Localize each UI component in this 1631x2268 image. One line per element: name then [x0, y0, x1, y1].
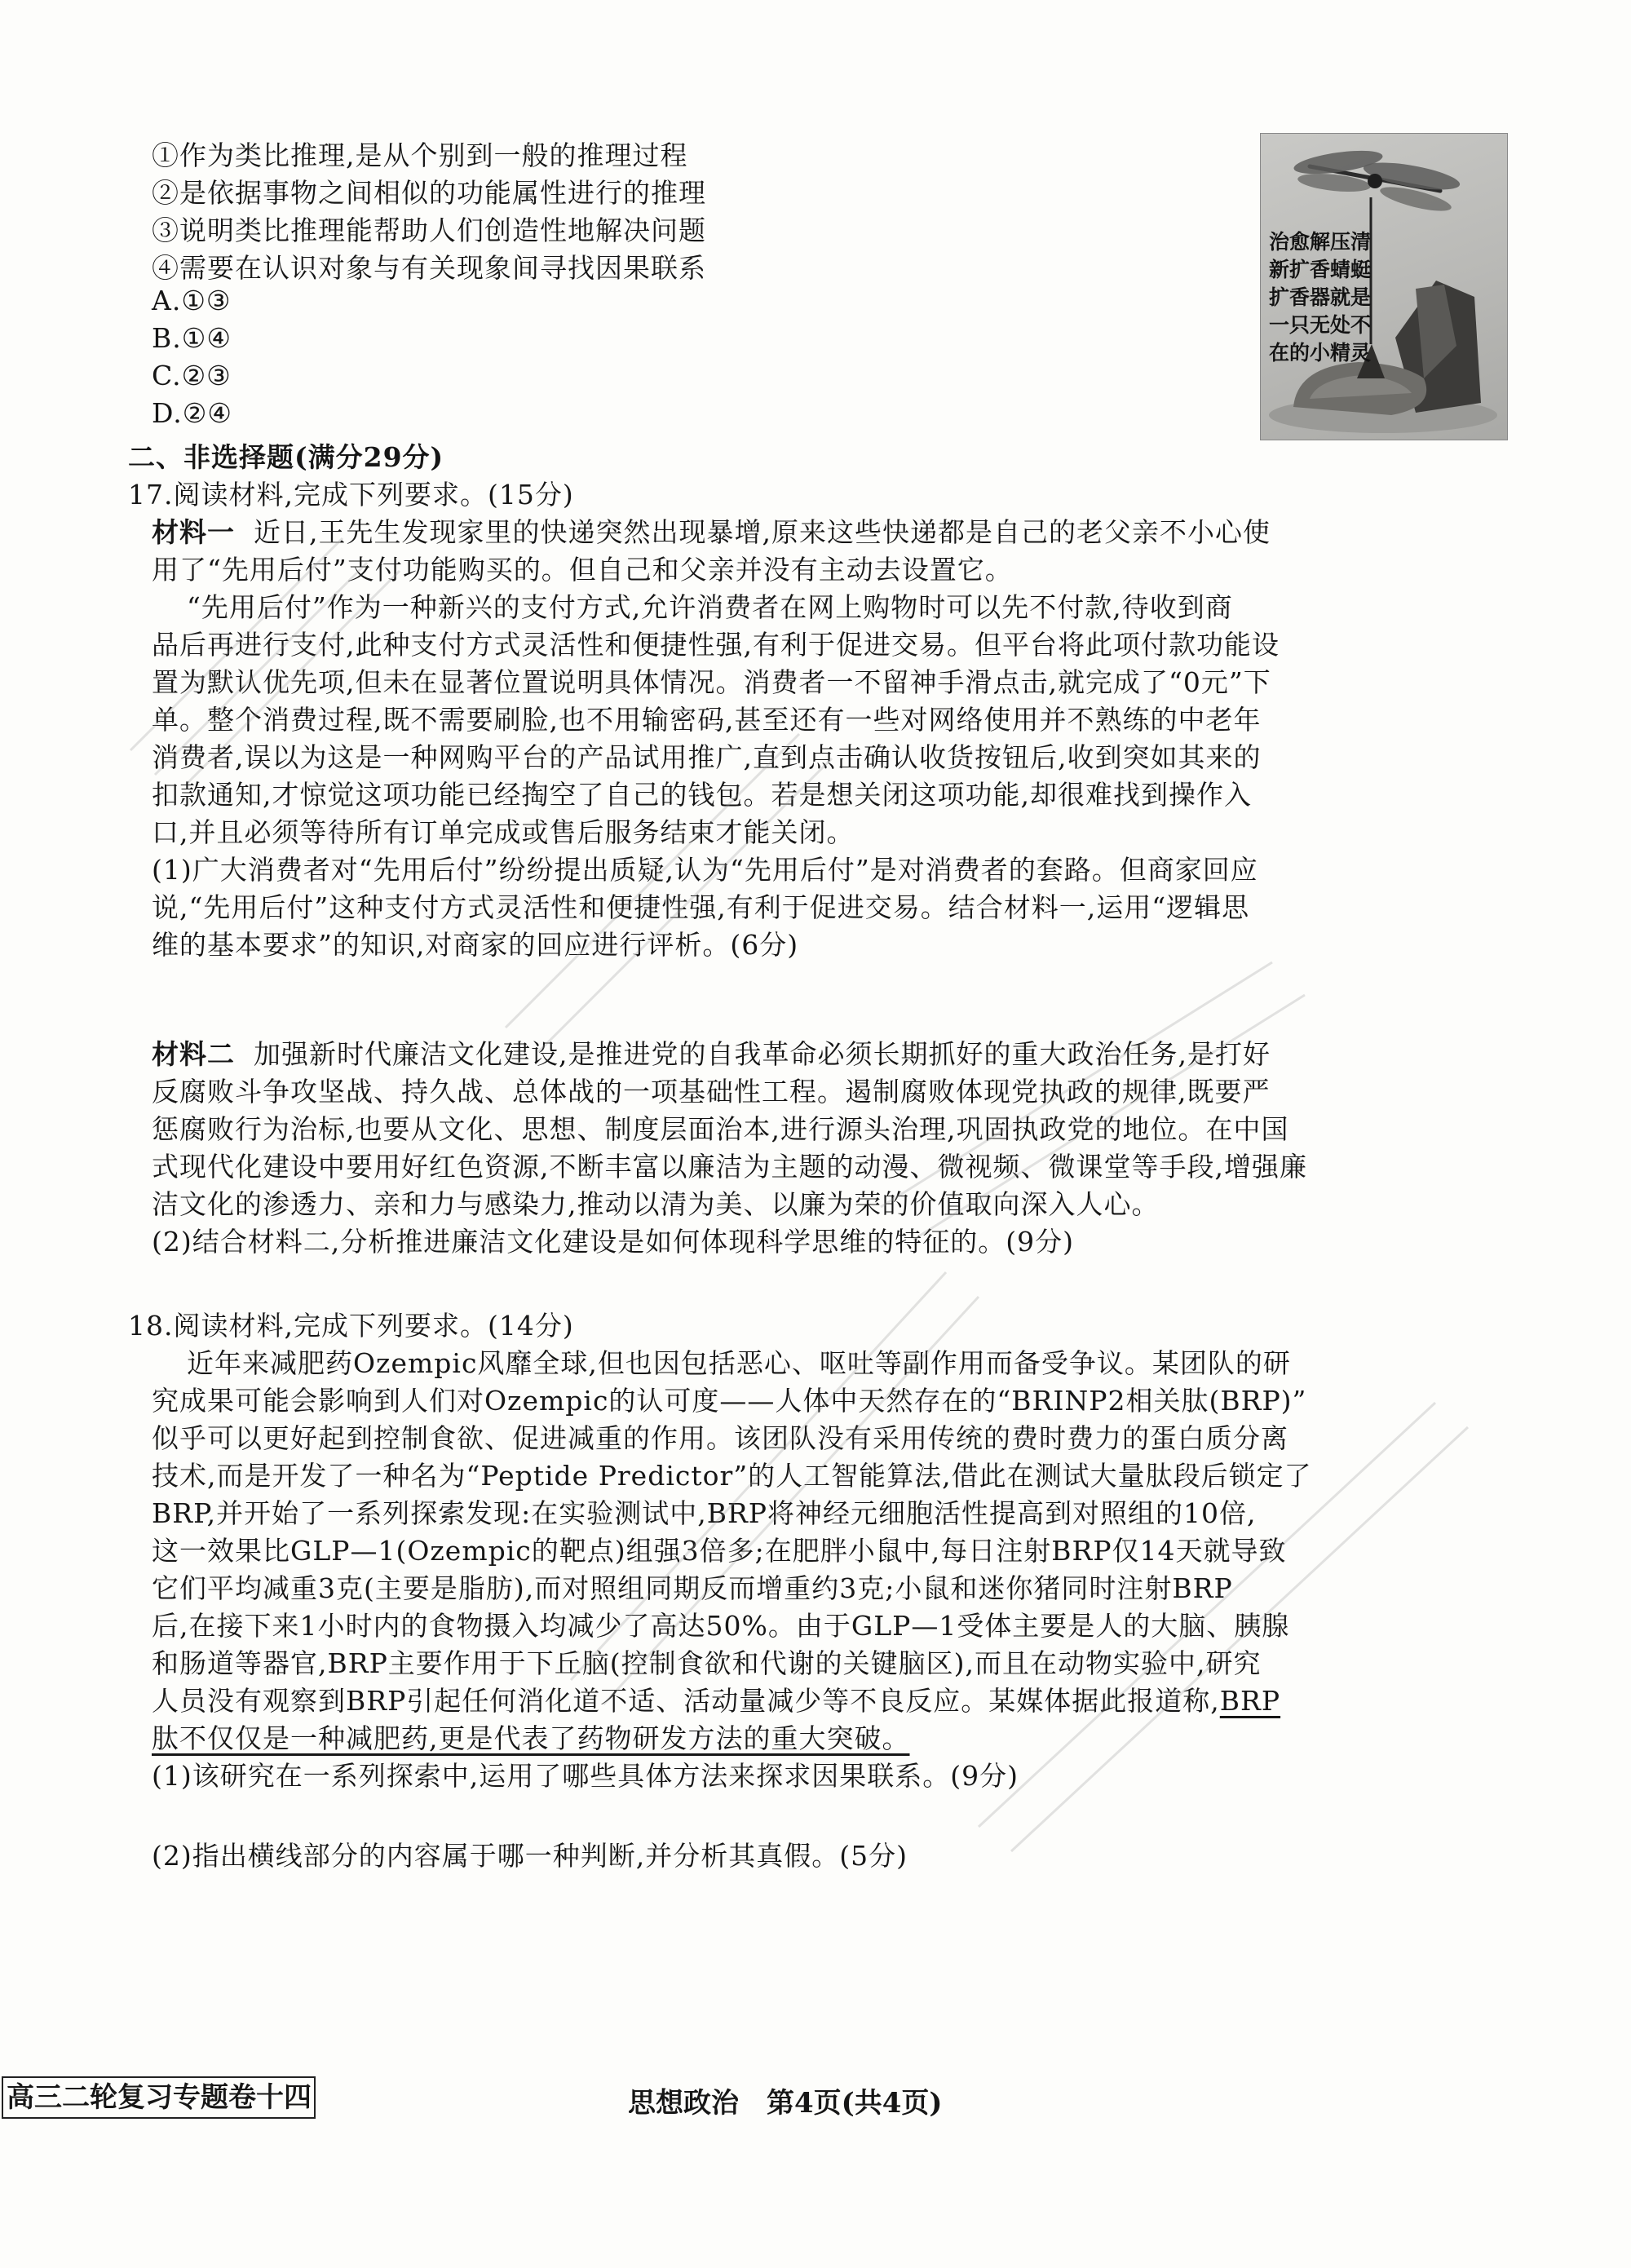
material2-text-1: 加强新时代廉洁文化建设,是推进党的自我革命必须长期抓好的重大政治任务,是打好 — [253, 1038, 1271, 1070]
q17-material2-line-5: 洁文化的渗透力、亲和力与感染力,推动以清为美、以廉为荣的价值取向深入人心。 — [152, 1188, 1160, 1220]
q17-sub2: (2)结合材料二,分析推进廉洁文化建设是如何体现科学思维的特征的。(9分) — [152, 1226, 1074, 1258]
q18-line-2: 究成果可能会影响到人们对Ozempic的认可度——人体中天然存在的“BRINP2相关肽(BRP)” — [152, 1385, 1307, 1417]
q18-sub2: (2)指出横线部分的内容属于哪一种判断,并分析其真假。(5分) — [152, 1840, 908, 1872]
material1-label: 材料一 — [152, 516, 235, 548]
statement-2: ②是依据事物之间相似的功能属性进行的推理 — [152, 177, 706, 209]
footer-page-info: 思想政治 第4页(共4页) — [628, 2087, 943, 2120]
q17-material2-line-4: 式现代化建设中要用好红色资源,不断丰富以廉洁为主题的动漫、微视频、微课堂等手段,增强廉 — [152, 1151, 1307, 1183]
q17-material1-line-2: 用了“先用后付”支付功能购买的。但自己和父亲并没有主动去设置它。 — [152, 554, 1013, 586]
q18-line-5: BRP,并开始了一系列探索发现:在实验测试中,BRP将神经元细胞活性提高到对照组的10倍, — [152, 1497, 1257, 1529]
q18-line-10-text: 人员没有观察到BRP引起任何消化道不适、活动量减少等不良反应。某媒体据此报道称, — [152, 1685, 1220, 1717]
q17-material1-line-9: 口,并且必须等待所有订单完成或售后服务结束才能关闭。 — [152, 816, 855, 848]
statement-1: ①作为类比推理,是从个别到一般的推理过程 — [152, 139, 688, 171]
choice-a: A.①③ — [152, 285, 232, 316]
q18-line-1: 近年来减肥药Ozempic风靡全球,但也因包括恶心、呕吐等副作用而备受争议。某团队的研 — [187, 1347, 1291, 1379]
choice-c: C.②③ — [152, 360, 232, 391]
q17-sub1-line-3: 维的基本要求”的知识,对商家的回应进行评析。(6分) — [152, 929, 799, 961]
material1-text-1: 近日,王先生发现家里的快递突然出现暴增,原来这些快递都是自己的老父亲不小心使 — [253, 516, 1271, 548]
q18-line-8: 后,在接下来1小时内的食物摄入均减少了高达50%。由于GLP—1受体主要是人的大脑、胰腺 — [152, 1610, 1290, 1642]
q18-line-3: 似乎可以更好起到控制食欲、促进减重的作用。该团队没有采用传统的费时费力的蛋白质分离 — [152, 1422, 1288, 1454]
q18-line-10 — [152, 1680, 1280, 1718]
figure-caption: 治愈解压清新扩香蜻蜓扩香器就是一只无处不在的小精灵 — [1269, 230, 1372, 365]
q17-sub1-line-2: 说,“先用后付”这种支付方式灵活性和便捷性强,有利于促进交易。结合材料一,运用“逻辑思 — [152, 891, 1250, 923]
q17-sub1-line-1: (1)广大消费者对“先用后付”纷纷提出质疑,认为“先用后付”是对消费者的套路。但商家回应 — [152, 854, 1258, 886]
q18-line-4: 技术,而是开发了一种名为“Peptide Predictor”的人工智能算法,借此在测试大量肽段后锁定了 — [152, 1460, 1312, 1492]
dragonfly-diffuser-photo — [1260, 133, 1508, 440]
q17-stem: 17.阅读材料,完成下列要求。(15分) — [128, 479, 574, 511]
underlined-tail: BRP — [1219, 1685, 1281, 1717]
choice-d: D.②④ — [152, 397, 232, 429]
q17-material2-line-3: 惩腐败行为治标,也要从文化、思想、制度层面治本,进行源头治理,巩固执政党的地位。在中国 — [152, 1113, 1289, 1145]
q18-sub1: (1)该研究在一系列探索中,运用了哪些具体方法来探求因果联系。(9分) — [152, 1760, 1019, 1792]
q17-material1-line-6: 单。整个消费过程,既不需要刷脸,也不用输密码,甚至还有一些对网络使用并不熟练的中老年 — [152, 704, 1262, 736]
q18-stem: 18.阅读材料,完成下列要求。(14分) — [128, 1310, 574, 1342]
statement-4: ④需要在认识对象与有关现象间寻找因果联系 — [152, 252, 706, 284]
q17-material1-line-4: 品后再进行支付,此种支付方式灵活性和便捷性强,有利于促进交易。但平台将此项付款功能设 — [152, 629, 1280, 661]
q17-material2-line-2: 反腐败斗争攻坚战、持久战、总体战的一项基础性工程。遏制腐败体现党执政的规律,既要严 — [152, 1076, 1271, 1107]
q17-material1-line-3: “先用后付”作为一种新兴的支付方式,允许消费者在网上购物时可以先不付款,待收到商 — [187, 591, 1233, 623]
section-heading: 二、非选择题(满分29分) — [128, 441, 444, 473]
q17-material1-line-5: 置为默认优先项,但未在显著位置说明具体情况。消费者一不留神手滑点击,就完成了“0元”下 — [152, 666, 1271, 698]
choice-b: B.①④ — [152, 322, 232, 354]
footer-series-box: 高三二轮复习专题卷十四 — [2, 2076, 316, 2119]
statement-3: ③说明类比推理能帮助人们创造性地解决问题 — [152, 214, 706, 246]
q17-material1-line-8: 扣款通知,才惊觉这项功能已经掏空了自己的钱包。若是想关闭这项功能,却很难找到操作入 — [152, 779, 1252, 811]
q18-line-7: 它们平均减重3克(主要是脂肪),而对照组同期反而增重约3克;小鼠和迷你猪同时注射BRP — [152, 1572, 1233, 1604]
q18-line-9: 和肠道等器官,BRP主要作用于下丘脑(控制食欲和代谢的关键脑区),而且在动物实验中,研究 — [152, 1647, 1262, 1679]
q18-line-6: 这一效果比GLP—1(Ozempic的靶点)组强3倍多;在肥胖小鼠中,每日注射BRP仅14天就导致 — [152, 1535, 1287, 1567]
q17-material2-line-1 — [152, 1033, 1271, 1072]
material2-label: 材料二 — [152, 1038, 235, 1070]
q17-material1-line-1 — [152, 511, 1271, 550]
q18-underlined-judgment: 肽不仅仅是一种减肥药,更是代表了药物研发方法的重大突破。 — [152, 1722, 910, 1754]
q17-material1-line-7: 消费者,误以为这是一种网购平台的产品试用推广,直到点击确认收货按钮后,收到突如其来的 — [152, 741, 1262, 773]
